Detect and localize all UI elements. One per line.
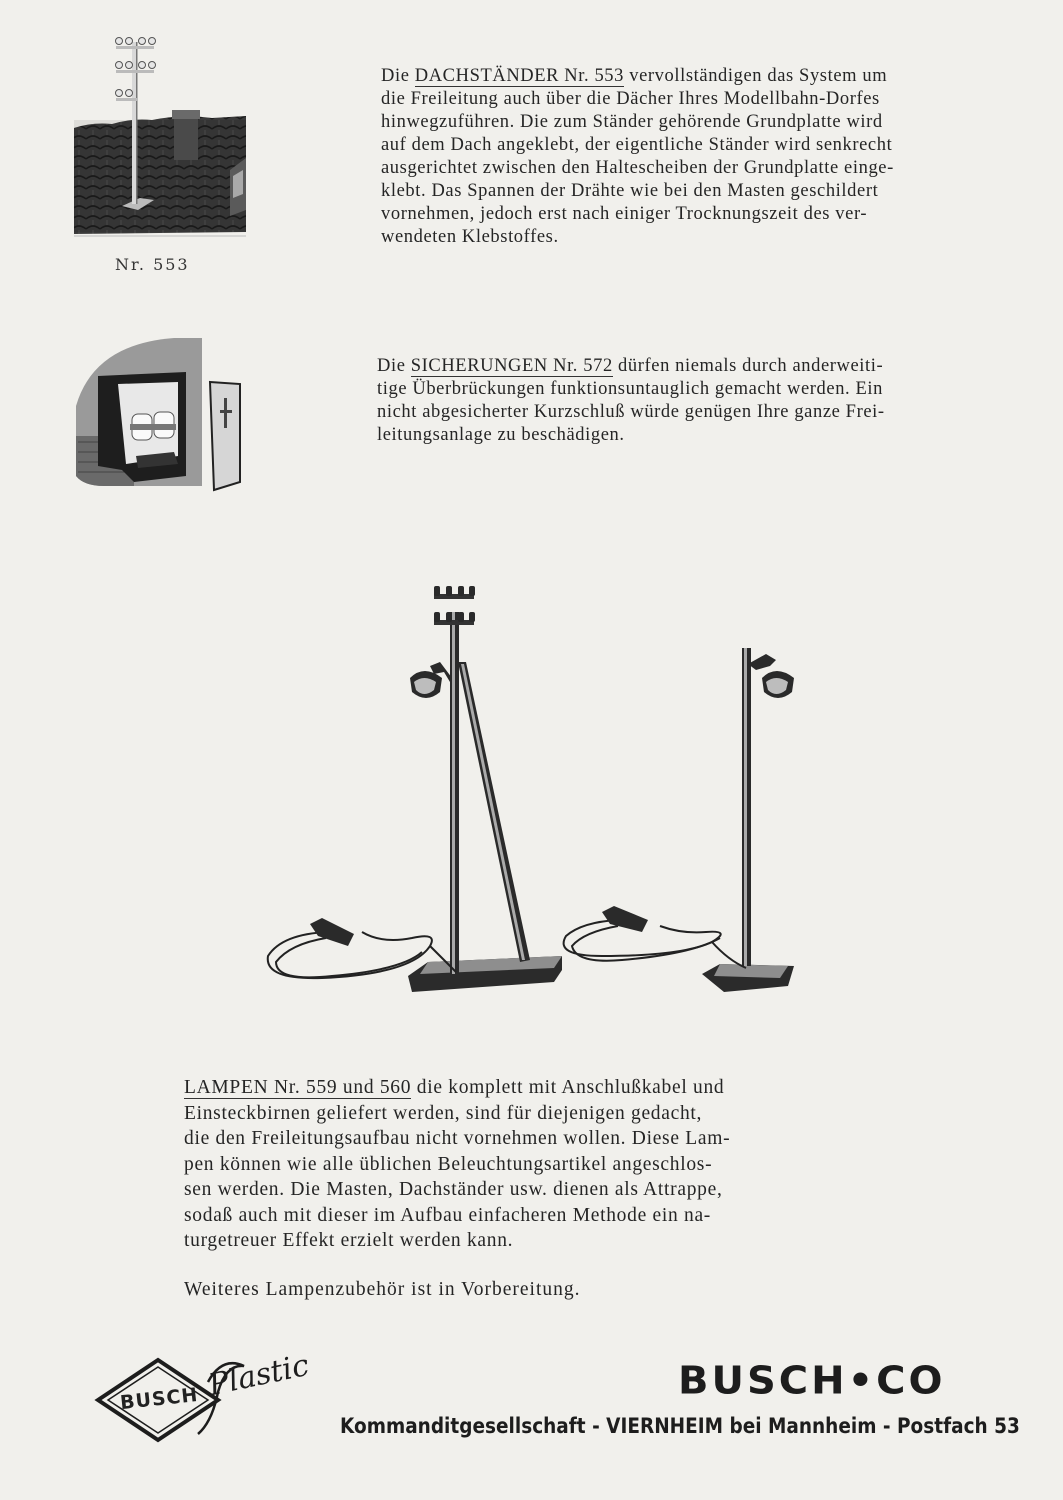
paragraph-lampen — [184, 1075, 882, 1254]
text-line: leitungsanlage zu beschädigen. — [377, 425, 625, 445]
paragraph-sicherungen — [377, 355, 1009, 447]
caption-553: Nr. 553 — [115, 255, 190, 274]
text-line: sodaß auch mit dieser im Aufbau einfacheren Methode ein na- — [184, 1204, 712, 1226]
lampen-illustration — [262, 582, 798, 1002]
text-line: Die SICHERUNGEN Nr. 572 dürfen niemals durch anderweiti- — [377, 356, 884, 376]
sicherungen-illustration — [74, 336, 244, 492]
text-line: LAMPEN Nr. 559 und 560 die komplett mit Anschlußkabel und — [184, 1077, 725, 1098]
logo-word: BUSCH — [119, 1383, 200, 1415]
note-lampenzubehoer: Weiteres Lampenzubehör ist in Vorbereitung. — [184, 1279, 581, 1300]
dachstaender-illustration — [72, 30, 248, 240]
text-line: hinwegzuführen. Die zum Ständer gehörende Grundplatte wird — [381, 112, 883, 132]
text-line: pen können wie alle üblichen Beleuchtungsartikel angeschlos- — [184, 1153, 713, 1175]
text-line: Die DACHSTÄNDER Nr. 553 vervollständigen das System um — [381, 66, 888, 86]
text-line: auf dem Dach angeklebt, der eigentliche Ständer wird senkrecht — [381, 135, 893, 155]
text-line: die den Freileitungsaufbau nicht vornehmen wollen. Diese Lam- — [184, 1128, 731, 1149]
text-line: Einsteckbirnen geliefert werden, sind für diejenigen gedacht, — [184, 1102, 703, 1124]
busch-plastic-logo — [94, 1347, 313, 1448]
brand-busch-co: BUSCH•CO — [678, 1359, 946, 1403]
text-line: die Freileitung auch über die Dächer Ihres Modellbahn-Dorfes — [381, 89, 880, 109]
text-line: nicht abgesicherter Kurzschluß würde genügen Ihre ganze Frei- — [377, 402, 885, 422]
paragraph-dachstaender — [381, 65, 1009, 249]
logo-script: Plastic — [205, 1347, 313, 1404]
text-line: wendeten Klebstoffes. — [381, 227, 559, 247]
text-line: tige Überbrückungen funktionsuntauglich gemacht werden. Ein — [377, 379, 883, 399]
text-line: klebt. Das Spannen der Drähte wie bei den Masten geschildert — [381, 181, 879, 201]
text-line: sen werden. Die Masten, Dachständer usw. dienen als Attrappe, — [184, 1179, 723, 1200]
text-line: ausgerichtet zwischen den Haltescheiben der Grundplatte einge- — [381, 158, 894, 178]
text-line: turgetreuer Effekt erzielt werden kann. — [184, 1230, 514, 1251]
text-line: vornehmen, jedoch erst nach einiger Trocknungszeit des ver- — [381, 204, 868, 224]
company-address: Kommanditgesellschaft - VIERNHEIM bei Mannheim - Postfach 53 — [340, 1414, 1020, 1438]
